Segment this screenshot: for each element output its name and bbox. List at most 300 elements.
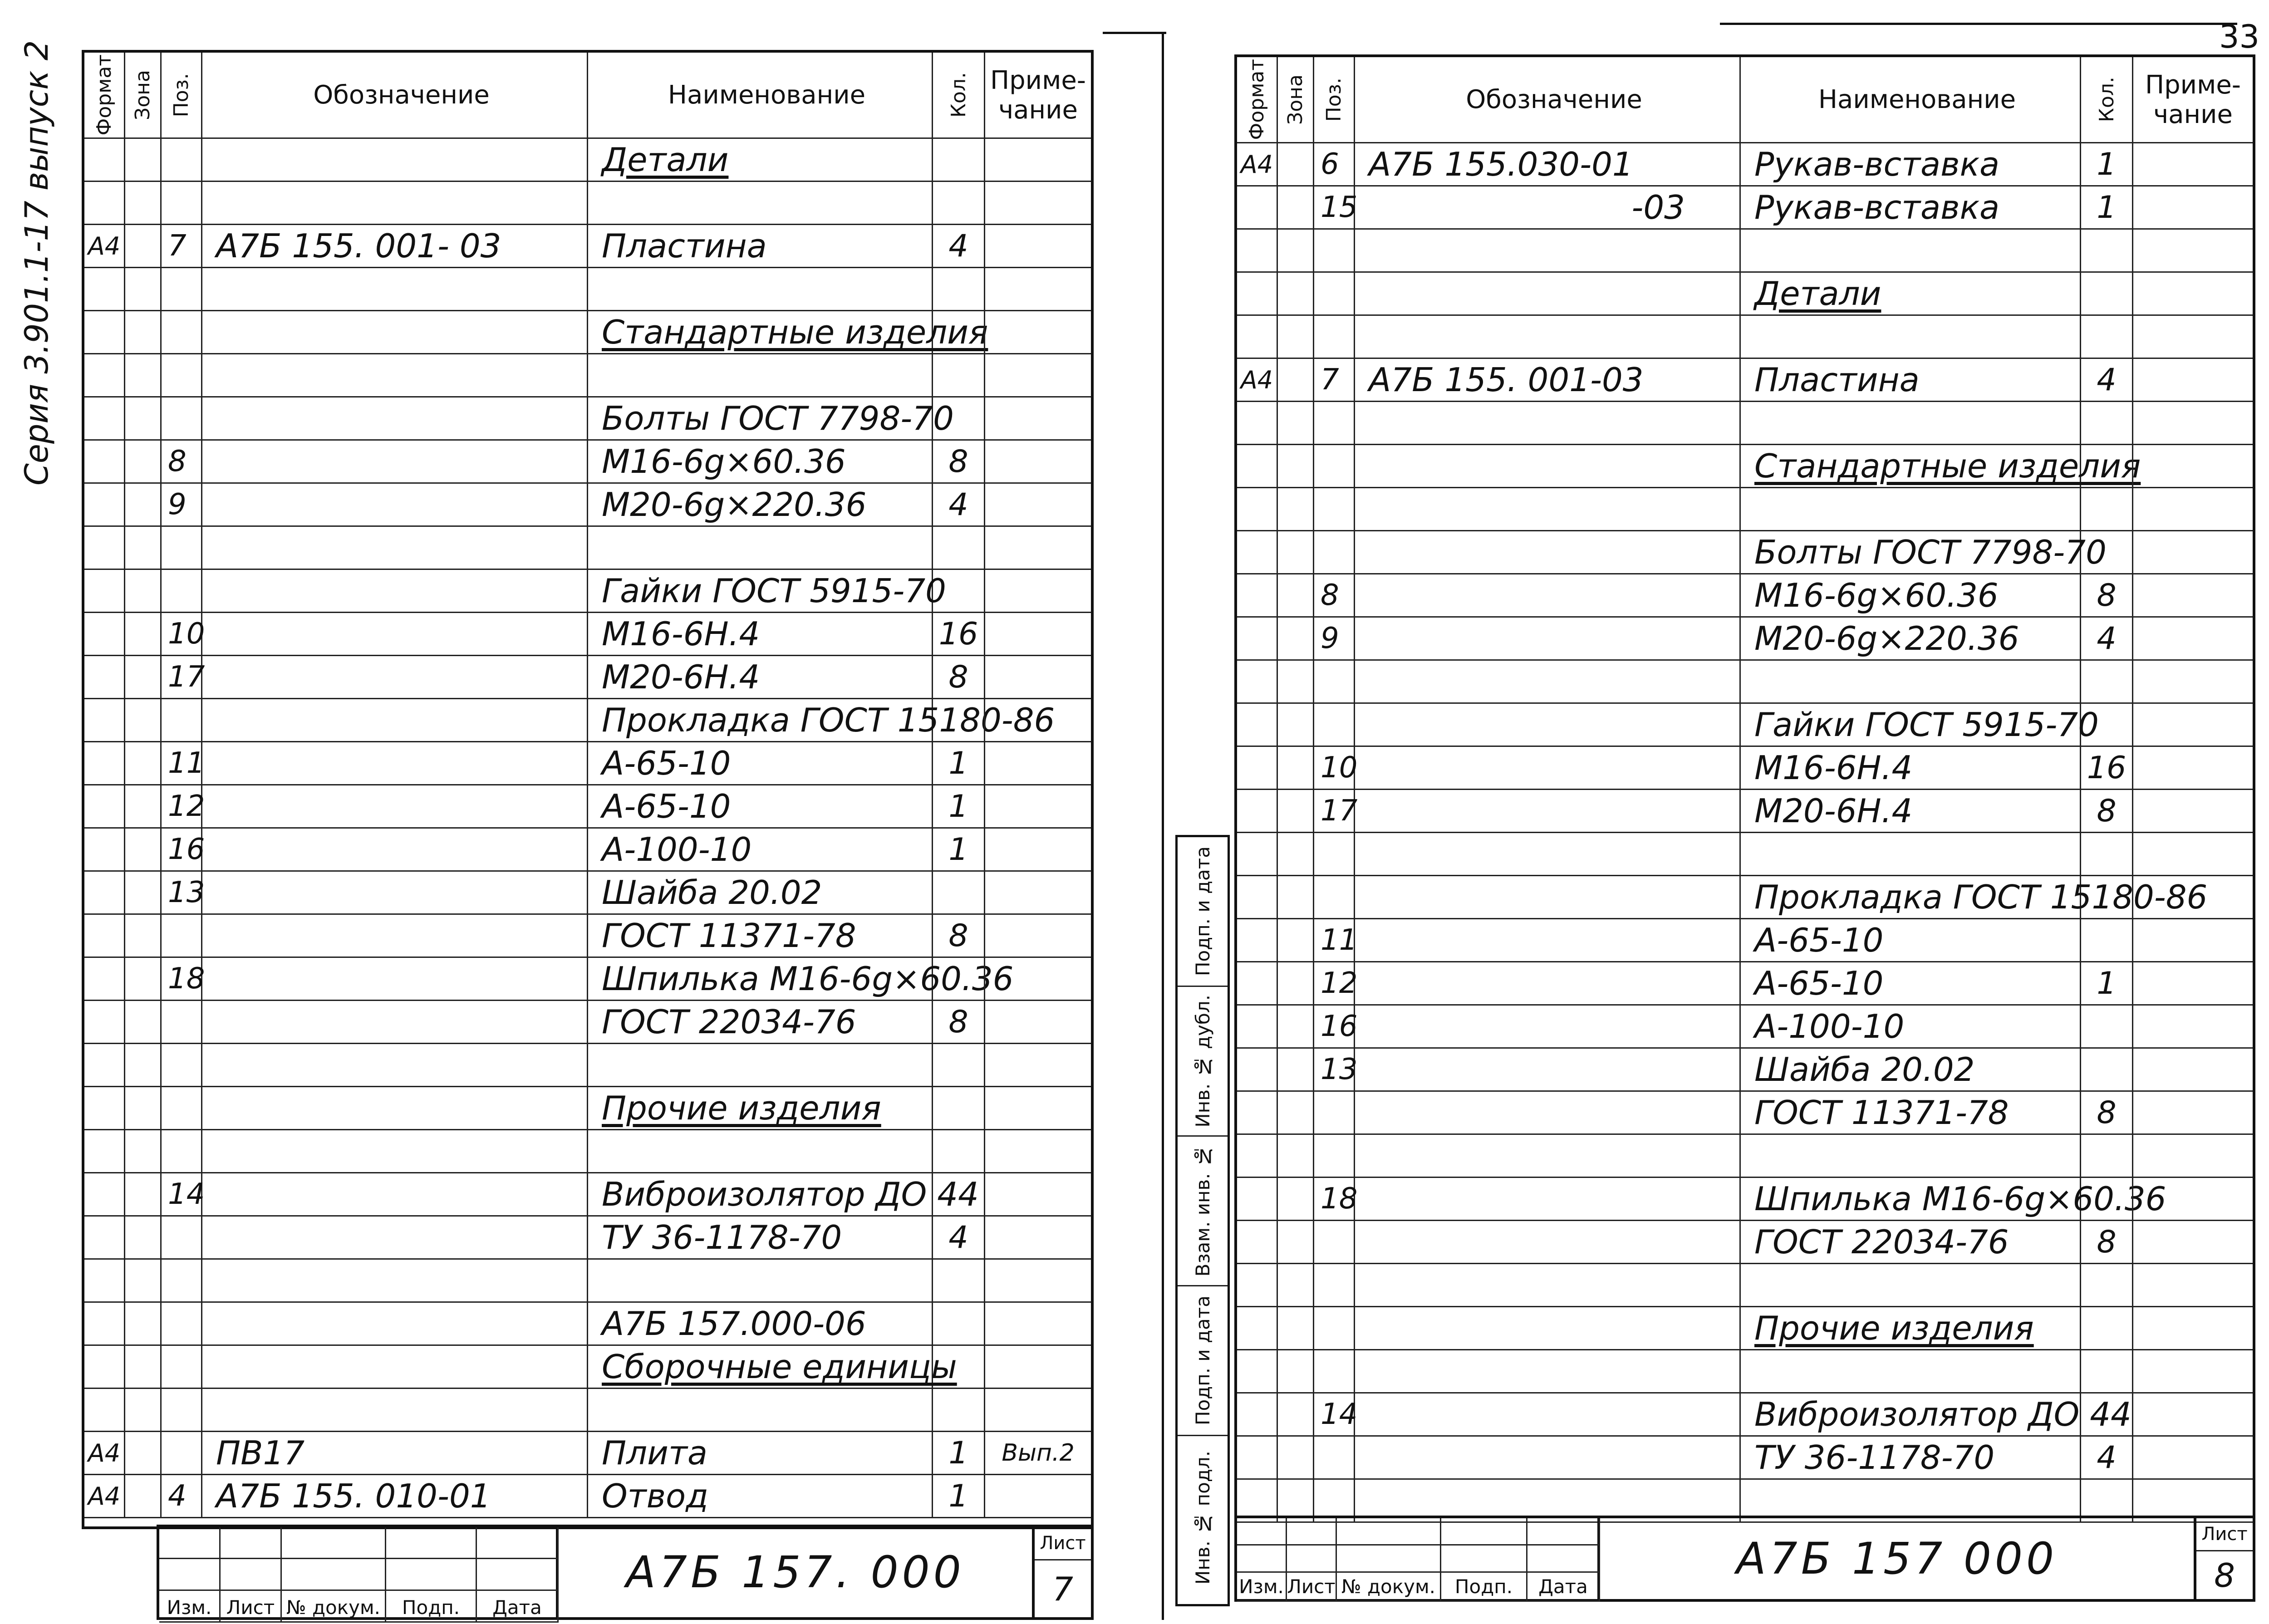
quantity-cell: 8	[933, 1001, 985, 1043]
quantity-cell	[933, 699, 985, 741]
zone-cell	[1278, 316, 1314, 358]
format-cell: А4	[1237, 143, 1278, 185]
position-cell	[162, 527, 202, 569]
quantity-cell: 1	[933, 1475, 985, 1517]
table-row	[1237, 488, 2253, 531]
name-cell	[588, 1044, 933, 1086]
position-cell	[162, 915, 202, 957]
tb-sign: Подп.	[1441, 1573, 1527, 1602]
position-cell: 10	[1314, 747, 1355, 789]
zone-cell	[1278, 359, 1314, 401]
table-row	[84, 699, 1091, 742]
note-cell	[985, 139, 1091, 181]
note-cell	[985, 699, 1091, 741]
zone-cell	[1278, 661, 1314, 702]
designation-cell	[202, 441, 588, 482]
name-cell: ГОСТ 22034-76	[588, 1001, 933, 1043]
name-cell: ТУ 36-1178-70	[1741, 1437, 2081, 1478]
table-row	[1237, 143, 2253, 186]
format-cell	[84, 613, 125, 655]
zone-cell	[1278, 1437, 1314, 1478]
table-row	[84, 1217, 1091, 1260]
quantity-cell: 8	[2081, 574, 2133, 616]
name-cell	[588, 527, 933, 569]
position-cell: 15	[1314, 186, 1355, 228]
designation-cell	[1355, 833, 1741, 875]
table-row	[1237, 574, 2253, 618]
designation-cell	[202, 1260, 588, 1301]
zone-cell	[1278, 1135, 1314, 1177]
zone-cell	[1278, 1393, 1314, 1435]
table-row	[84, 397, 1091, 441]
name-cell: М16-6g×60.36	[588, 441, 933, 482]
quantity-cell	[933, 958, 985, 1000]
note-cell	[985, 268, 1091, 310]
note-cell	[2133, 1006, 2253, 1047]
sheet-number-box	[2194, 1518, 2253, 1599]
note-cell	[2133, 531, 2253, 573]
note-cell	[985, 182, 1091, 224]
name-cell: Сборочные единицы	[588, 1346, 933, 1388]
stamp-1: Подп. и дата	[1191, 846, 1214, 976]
zone-cell	[125, 1217, 162, 1258]
designation-cell	[202, 1346, 588, 1388]
designation-cell	[1355, 1437, 1741, 1478]
table-row	[84, 484, 1091, 527]
table-header	[1237, 57, 2253, 143]
table-row	[1237, 359, 2253, 402]
position-cell	[162, 1217, 202, 1258]
quantity-cell	[2081, 661, 2133, 702]
note-cell	[985, 397, 1091, 439]
header-zone: Зона	[1284, 74, 1307, 125]
zone-cell	[125, 268, 162, 310]
quantity-cell	[933, 1303, 985, 1344]
quantity-cell	[2081, 1135, 2133, 1177]
quantity-cell	[933, 397, 985, 439]
designation-cell	[1355, 1307, 1741, 1349]
position-cell: 7	[1314, 359, 1355, 401]
format-cell	[84, 1389, 125, 1431]
header-qty: Кол.	[947, 72, 970, 118]
name-cell: М16-6Н.4	[1741, 747, 2081, 789]
zone-cell	[125, 1173, 162, 1215]
sheet-label: Лист	[1035, 1527, 1091, 1560]
quantity-cell	[2081, 230, 2133, 271]
designation-cell	[202, 182, 588, 224]
name-cell: ГОСТ 11371-78	[1741, 1092, 2081, 1133]
name-cell: Пластина	[588, 225, 933, 267]
note-cell	[2133, 186, 2253, 228]
name-cell	[588, 182, 933, 224]
designation-cell	[1355, 230, 1741, 271]
sheet-divider	[1162, 32, 1164, 1620]
page-corner-number: 33	[2219, 18, 2260, 55]
format-cell	[1237, 618, 1278, 659]
name-cell: Прокладка ГОСТ 15180-86	[588, 699, 933, 741]
zone-cell	[1278, 1178, 1314, 1220]
designation-cell	[1355, 618, 1741, 659]
format-cell	[84, 1001, 125, 1043]
zone-cell	[125, 1087, 162, 1129]
quantity-cell: 1	[2081, 962, 2133, 1004]
designation-cell	[202, 1303, 588, 1344]
designation-cell	[1355, 1393, 1741, 1435]
designation-cell	[1355, 1221, 1741, 1263]
header-name: Наименование	[588, 53, 933, 137]
designation-cell: А7Б 155. 001- 03	[202, 225, 588, 267]
designation-cell	[202, 1087, 588, 1129]
name-cell: М16-6Н.4	[588, 613, 933, 655]
position-cell	[1314, 1092, 1355, 1133]
zone-cell	[125, 527, 162, 569]
header-pos: Поз.	[1322, 77, 1346, 122]
spec-table-right	[1234, 54, 2255, 1602]
designation-cell	[202, 311, 588, 353]
designation-cell	[202, 915, 588, 957]
position-cell: 11	[1314, 919, 1355, 961]
tb-doc: № докум.	[1337, 1573, 1441, 1602]
table-row	[84, 225, 1091, 268]
quantity-cell: 1	[933, 742, 985, 784]
format-cell	[84, 268, 125, 310]
name-cell	[1741, 488, 2081, 530]
table-row	[84, 1087, 1091, 1130]
note-cell	[2133, 574, 2253, 616]
zone-cell	[125, 958, 162, 1000]
format-cell	[84, 785, 125, 827]
position-cell	[1314, 316, 1355, 358]
designation-cell	[202, 527, 588, 569]
position-cell	[162, 268, 202, 310]
table-row	[1237, 1264, 2253, 1307]
note-cell	[2133, 359, 2253, 401]
zone-cell	[125, 1389, 162, 1431]
format-cell	[1237, 833, 1278, 875]
designation-cell	[202, 1389, 588, 1431]
quantity-cell: 8	[2081, 790, 2133, 832]
quantity-cell	[933, 872, 985, 913]
format-cell	[84, 958, 125, 1000]
name-cell: А-65-10	[588, 742, 933, 784]
format-cell	[84, 1173, 125, 1215]
position-cell	[1314, 661, 1355, 702]
designation-cell	[1355, 488, 1741, 530]
note-cell: Вып.2	[1002, 1439, 1075, 1467]
note-cell	[985, 742, 1091, 784]
format-cell	[1237, 574, 1278, 616]
designation-cell	[202, 656, 588, 698]
zone-cell	[125, 699, 162, 741]
name-cell: Шпилька М16-6g×60.36	[588, 958, 933, 1000]
note-cell	[2133, 1393, 2253, 1435]
name-cell	[588, 1389, 933, 1431]
position-cell: 6	[1314, 143, 1355, 185]
format-cell	[1237, 1092, 1278, 1133]
table-row	[1237, 1307, 2253, 1350]
table-row	[1237, 1049, 2253, 1092]
format-cell	[84, 1217, 125, 1258]
designation-cell	[202, 1130, 588, 1172]
position-cell: 14	[1314, 1393, 1355, 1435]
zone-cell	[1278, 186, 1314, 228]
position-cell	[1314, 704, 1355, 746]
designation-cell	[1355, 962, 1741, 1004]
designation-cell	[202, 785, 588, 827]
header-format: Формат	[1245, 59, 1268, 140]
name-cell: А-65-10	[1741, 919, 2081, 961]
name-cell	[588, 1260, 933, 1301]
format-cell	[1237, 919, 1278, 961]
quantity-cell: 8	[933, 915, 985, 957]
left-sheet	[18, 0, 1098, 1624]
quantity-cell: 4	[933, 225, 985, 267]
table-row	[84, 958, 1091, 1001]
quantity-cell: 1	[933, 829, 985, 870]
quantity-cell	[2081, 919, 2133, 961]
note-cell	[985, 441, 1091, 482]
position-cell: 18	[162, 958, 202, 1000]
note-cell	[985, 1217, 1091, 1258]
format-cell	[1237, 1393, 1278, 1435]
table-row	[84, 1303, 1091, 1346]
zone-cell	[1278, 445, 1314, 487]
designation-cell	[1355, 316, 1741, 358]
position-cell: 12	[1314, 962, 1355, 1004]
tb-list: Лист	[221, 1591, 282, 1623]
quantity-cell: 16	[2081, 747, 2133, 789]
position-cell	[162, 1346, 202, 1388]
zone-cell	[125, 182, 162, 224]
quantity-cell	[933, 1173, 985, 1215]
table-row	[1237, 1006, 2253, 1049]
quantity-cell: 8	[2081, 1092, 2133, 1133]
table-header	[84, 53, 1091, 139]
format-cell	[1237, 790, 1278, 832]
stamp-4: Подп. и дата	[1191, 1295, 1214, 1426]
designation-cell: -03	[1355, 186, 1741, 228]
zone-cell	[1278, 402, 1314, 444]
zone-cell	[125, 1260, 162, 1301]
note-cell	[2133, 618, 2253, 659]
designation-cell	[1355, 876, 1741, 918]
designation-cell	[202, 1001, 588, 1043]
table-row	[1237, 1135, 2253, 1178]
table-row	[1237, 661, 2253, 704]
position-cell: 11	[162, 742, 202, 784]
format-cell	[1237, 488, 1278, 530]
note-cell	[2133, 402, 2253, 444]
table-row	[84, 1432, 1091, 1475]
table-row	[1237, 833, 2253, 876]
stamp-3: Взам. инв. №	[1191, 1145, 1214, 1277]
name-cell: Стандартные изделия	[588, 311, 933, 353]
table-row	[84, 1044, 1091, 1087]
table-row	[84, 354, 1091, 397]
quantity-cell: 1	[933, 1432, 985, 1474]
position-cell: 10	[162, 613, 202, 655]
note-cell	[2133, 661, 2253, 702]
designation-cell	[1355, 704, 1741, 746]
note-cell	[985, 1475, 1091, 1517]
format-cell	[1237, 704, 1278, 746]
name-cell	[1741, 230, 2081, 271]
quantity-cell	[933, 354, 985, 396]
table-row	[1237, 876, 2253, 919]
quantity-cell: 8	[2081, 1221, 2133, 1263]
name-cell	[588, 268, 933, 310]
quantity-cell	[933, 1130, 985, 1172]
document-code: А7Б 157 000	[1736, 1533, 2058, 1584]
designation-cell	[1355, 919, 1741, 961]
quantity-cell: 16	[933, 613, 985, 655]
format-cell: А4	[84, 1432, 125, 1474]
format-cell	[84, 311, 125, 353]
designation-cell	[202, 268, 588, 310]
position-cell	[1314, 1135, 1355, 1177]
format-cell	[1237, 1178, 1278, 1220]
format-cell	[1237, 531, 1278, 573]
table-row	[1237, 1350, 2253, 1393]
table-row	[84, 656, 1091, 699]
designation-cell	[202, 1217, 588, 1258]
designation-cell: А7Б 155. 010-01	[202, 1475, 588, 1517]
name-cell: Гайки ГОСТ 5915-70	[588, 570, 933, 612]
name-cell: А-100-10	[1741, 1006, 2081, 1047]
position-cell: 8	[162, 441, 202, 482]
position-cell: 16	[1314, 1006, 1355, 1047]
tb-izm: Изм.	[1237, 1573, 1287, 1602]
name-cell: Прочие изделия	[1741, 1307, 2081, 1349]
format-cell	[1237, 1264, 1278, 1306]
quantity-cell: 4	[2081, 618, 2133, 659]
table-row	[1237, 531, 2253, 574]
name-cell: М20-6Н.4	[588, 656, 933, 698]
zone-cell	[125, 311, 162, 353]
header-note: Приме-чание	[990, 65, 1086, 125]
zone-cell	[1278, 488, 1314, 530]
name-cell: Гайки ГОСТ 5915-70	[1741, 704, 2081, 746]
note-cell	[985, 1044, 1091, 1086]
sheet-number-box	[1032, 1527, 1091, 1617]
note-cell	[985, 1173, 1091, 1215]
designation-cell	[1355, 790, 1741, 832]
designation-cell	[202, 354, 588, 396]
designation-cell	[1355, 402, 1741, 444]
format-cell	[1237, 747, 1278, 789]
format-cell	[84, 656, 125, 698]
table-row	[1237, 402, 2253, 445]
designation-cell	[202, 958, 588, 1000]
table-row	[84, 1346, 1091, 1389]
name-cell	[588, 1130, 933, 1172]
spec-table-left	[82, 50, 1094, 1529]
quantity-cell	[933, 139, 985, 181]
note-cell	[985, 1130, 1091, 1172]
zone-cell	[125, 656, 162, 698]
quantity-cell	[933, 311, 985, 353]
header-format: Формат	[93, 54, 116, 136]
name-cell: Детали	[1741, 273, 2081, 314]
designation-cell	[202, 699, 588, 741]
position-cell	[162, 139, 202, 181]
table-row	[1237, 1437, 2253, 1480]
format-cell	[1237, 1006, 1278, 1047]
format-cell	[84, 1346, 125, 1388]
quantity-cell: 8	[933, 441, 985, 482]
table-row	[84, 139, 1091, 182]
position-cell	[1314, 1221, 1355, 1263]
note-cell	[985, 1087, 1091, 1129]
designation-cell	[202, 829, 588, 870]
tb-list: Лист	[1287, 1573, 1337, 1602]
format-cell	[1237, 1350, 1278, 1392]
table-row	[84, 613, 1091, 656]
name-cell: Рукав-вставка	[1741, 186, 2081, 228]
position-cell	[162, 354, 202, 396]
position-cell	[162, 1130, 202, 1172]
format-cell	[1237, 402, 1278, 444]
side-stamp	[1175, 835, 1230, 1606]
tb-sign: Подп.	[386, 1591, 477, 1623]
position-cell: 14	[162, 1173, 202, 1215]
table-row	[1237, 618, 2253, 661]
format-cell	[84, 829, 125, 870]
position-cell	[162, 1389, 202, 1431]
zone-cell	[1278, 230, 1314, 271]
name-cell: Болты ГОСТ 7798-70	[1741, 531, 2081, 573]
position-cell	[1314, 876, 1355, 918]
position-cell: 9	[1314, 618, 1355, 659]
designation-cell	[202, 570, 588, 612]
note-cell	[2133, 1135, 2253, 1177]
designation-cell	[1355, 273, 1741, 314]
designation-cell	[1355, 1006, 1741, 1047]
format-cell	[84, 915, 125, 957]
table-row	[84, 872, 1091, 915]
header-designation: Обозначение	[202, 53, 588, 137]
format-cell: А4	[84, 225, 125, 267]
designation-cell	[202, 1044, 588, 1086]
table-row	[1237, 919, 2253, 962]
name-cell	[1741, 1350, 2081, 1392]
zone-cell	[125, 1346, 162, 1388]
format-cell	[84, 699, 125, 741]
name-cell: ГОСТ 11371-78	[588, 915, 933, 957]
quantity-cell: 1	[2081, 186, 2133, 228]
table-body	[84, 139, 1091, 1518]
zone-cell	[125, 484, 162, 525]
format-cell	[84, 570, 125, 612]
position-cell: 9	[162, 484, 202, 525]
position-cell	[1314, 1437, 1355, 1478]
tb-date: Дата	[1527, 1573, 1600, 1602]
note-cell	[2133, 230, 2253, 271]
sheet-label: Лист	[2196, 1518, 2253, 1551]
designation-cell	[202, 397, 588, 439]
designation-cell	[202, 613, 588, 655]
zone-cell	[1278, 574, 1314, 616]
zone-cell	[1278, 1006, 1314, 1047]
note-cell	[985, 527, 1091, 569]
quantity-cell	[2081, 1307, 2133, 1349]
zone-cell	[125, 1001, 162, 1043]
name-cell: М20-6Н.4	[1741, 790, 2081, 832]
quantity-cell	[2081, 488, 2133, 530]
format-cell	[1237, 1437, 1278, 1478]
table-row	[1237, 704, 2253, 747]
designation-cell	[202, 139, 588, 181]
